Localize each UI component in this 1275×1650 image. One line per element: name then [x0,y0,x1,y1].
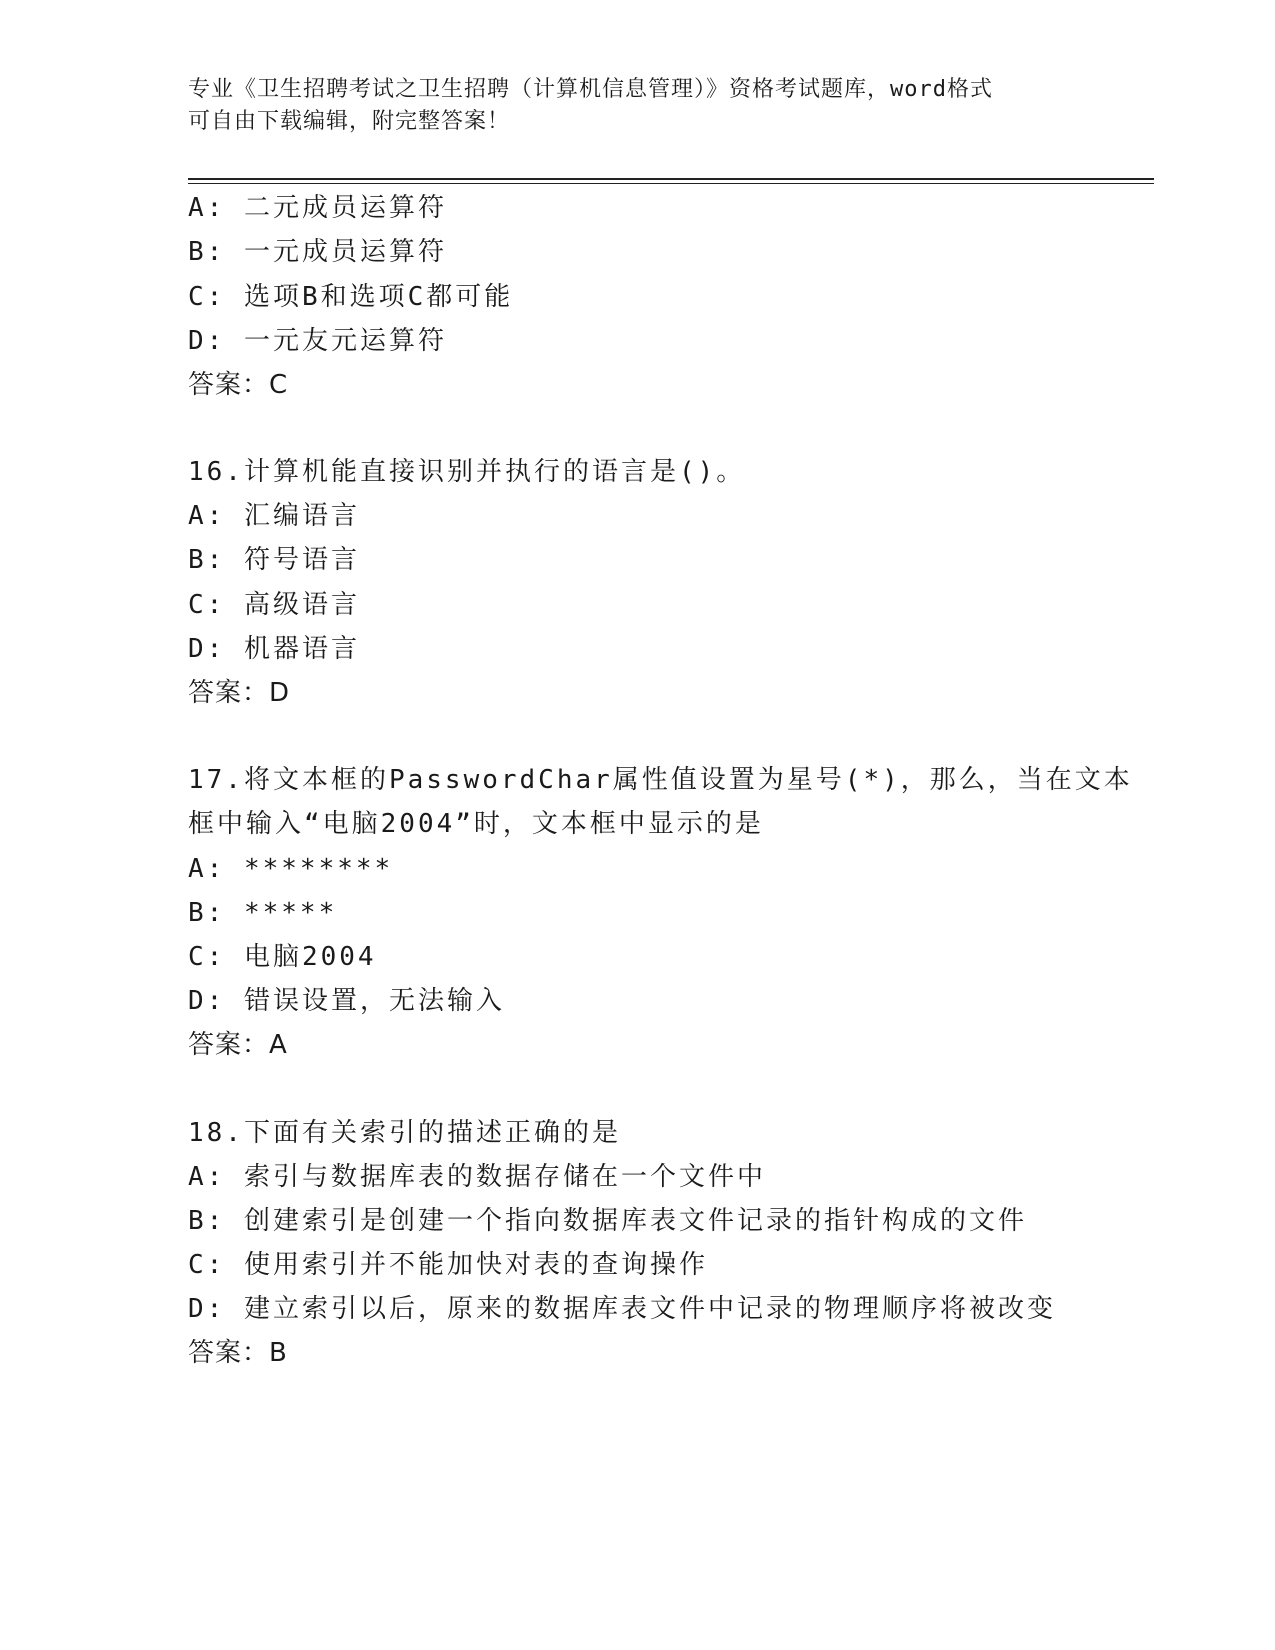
q18-option-a: A: 索引与数据库表的数据存储在一个文件中 [188,1162,766,1192]
q18-answer: 答案：B [188,1338,288,1368]
q15-option-b: B: 一元成员运算符 [188,237,447,267]
q15-option-d: D: 一元友元运算符 [188,326,447,356]
q15-answer: 答案：C [188,370,289,400]
q17-option-d: D: 错误设置，无法输入 [188,986,505,1016]
document-header [188,74,1088,138]
q18-option-d: D: 建立索引以后，原来的数据库表文件中记录的物理顺序将被改变 [188,1294,1056,1324]
q17-question-line-1: 17.将文本框的PasswordChar属性值设置为星号(*)，那么，当在文本 [188,765,1133,795]
header-line-1: 专业《卫生招聘考试之卫生招聘（计算机信息管理）》资格考试题库，word格式 [188,77,993,102]
header-divider-thin [188,183,1154,184]
header-divider-thick [188,178,1154,180]
q17-option-c: C: 电脑2004 [188,942,377,972]
q17-question-line-2: 框中输入“电脑2004”时，文本框中显示的是 [188,809,764,839]
q17-option-a: A: ******** [188,854,394,884]
q16-option-a: A: 汇编语言 [188,501,360,531]
q18-option-c: C: 使用索引并不能加快对表的查询操作 [188,1250,708,1280]
q15-option-c: C: 选项B和选项C都可能 [188,282,514,312]
q18-option-b: B: 创建索引是创建一个指向数据库表文件记录的指针构成的文件 [188,1206,1027,1236]
q17-option-b: B: ***** [188,898,338,928]
header-line-2: 可自由下载编辑，附完整答案！ [188,109,511,134]
q18-question: 18.下面有关索引的描述正确的是 [188,1118,621,1148]
q16-option-b: B: 符号语言 [188,545,360,575]
q15-option-a: A: 二元成员运算符 [188,193,447,223]
q16-option-d: D: 机器语言 [188,634,360,664]
q16-question: 16.计算机能直接识别并执行的语言是()。 [188,457,746,487]
q16-option-c: C: 高级语言 [188,590,360,620]
q17-answer: 答案：A [188,1030,288,1060]
q16-answer: 答案：D [188,678,291,708]
